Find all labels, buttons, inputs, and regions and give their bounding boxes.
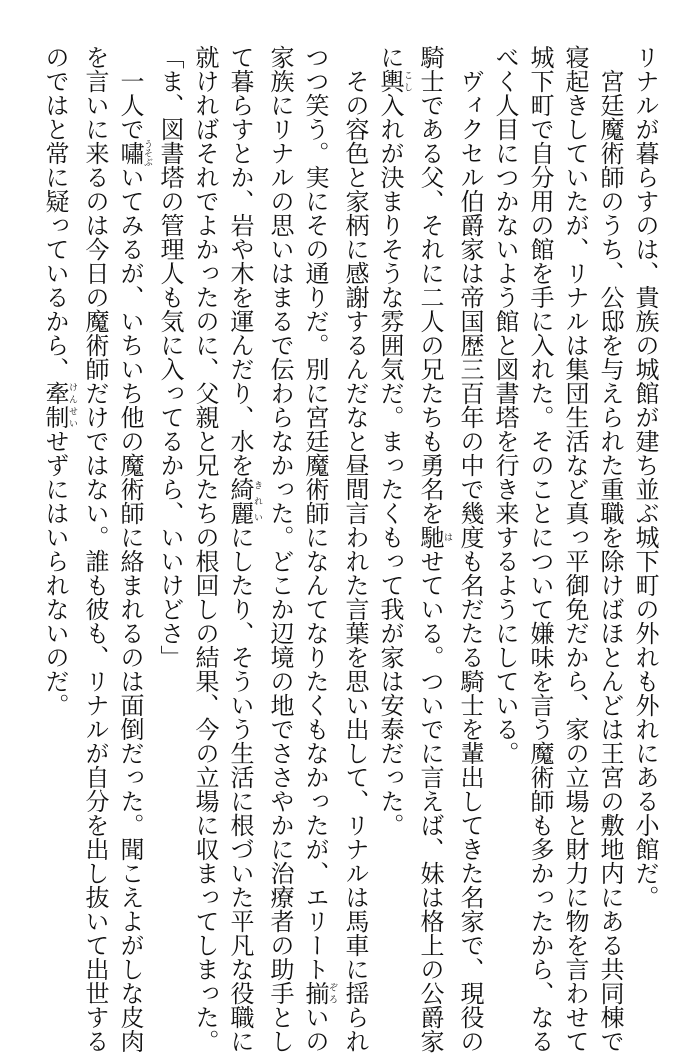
ruby-reading: は bbox=[442, 525, 452, 549]
text-segment: いの bbox=[301, 1005, 329, 1053]
text-segment: のではと常に疑っているから、 bbox=[41, 45, 69, 381]
text-line bbox=[187, 45, 222, 1053]
text-line bbox=[372, 45, 412, 975]
text-line bbox=[337, 45, 372, 1053]
ruby-annotation bbox=[301, 981, 337, 1005]
ruby-base: 輿 bbox=[376, 69, 404, 93]
text-line bbox=[297, 45, 337, 1053]
ruby-reading: うそぶ bbox=[142, 139, 152, 167]
text-segment: て暮らすとか、岩や木を運んだり、水を bbox=[226, 45, 254, 477]
ruby-reading: こし bbox=[402, 69, 412, 93]
ruby-base: 嘯 bbox=[116, 139, 144, 167]
text-segment: に bbox=[376, 45, 404, 69]
text-segment: 寝起きしていたが、リナルは集団生活など真っ平御免だから、家の立場と財力に物を言わせて bbox=[561, 45, 589, 1053]
paragraph bbox=[627, 45, 662, 975]
text-segment: 騎士である父、それに二人の兄たちも勇名を bbox=[416, 45, 444, 525]
ruby-reading: きれい bbox=[252, 477, 262, 525]
text-segment: 一人で bbox=[116, 45, 144, 141]
text-segment: にしたり、そういう生活に根づいた平凡な役職に bbox=[226, 525, 254, 1053]
text-segment: 「ま、図書塔の管理人も気に入ってるから、いいけどさ」 bbox=[156, 45, 184, 669]
ruby-base: 綺麗 bbox=[226, 477, 254, 525]
ruby-base: 馳 bbox=[416, 525, 444, 549]
text-segment: いてみるが、いちいち他の魔術師に絡まれるのは面倒だった。聞こえよがしな皮肉 bbox=[116, 165, 144, 1053]
text-line bbox=[452, 45, 487, 1053]
ruby-reading: ぞろ bbox=[327, 981, 337, 1005]
ruby-base: 牽制 bbox=[41, 381, 69, 429]
paragraph bbox=[487, 45, 627, 1053]
ruby-annotation bbox=[116, 139, 152, 167]
text-line bbox=[592, 45, 627, 1053]
text-segment: べく人目につかないよう館と図書塔を行き来するようにしている。 bbox=[491, 45, 519, 765]
text-line bbox=[77, 45, 112, 1053]
text-segment: 入れが決まりそうな雰囲気だ。まったくもって我が家は安泰だった。 bbox=[376, 93, 404, 837]
text-segment: ヴィクセル伯爵家は帝国歴三百年の中で幾度も名だたる騎士を輩出してきた名家で、現役の bbox=[456, 45, 484, 1053]
text-segment: 宮廷魔術師のうち、公邸を与えられた重職を除けばほとんどは王宮の敷地内にある共同棟で bbox=[596, 45, 624, 1053]
text-segment: 就ければそれでよかったのに、父親と兄たちの根回しの結果、今の立場に収まってしまった。 bbox=[191, 45, 219, 1053]
text-segment: せている。ついでに言えば、妹は格上の公爵家 bbox=[416, 549, 444, 1053]
paragraph bbox=[37, 45, 152, 1053]
text-line bbox=[222, 45, 262, 1053]
text-line bbox=[627, 45, 662, 975]
text-segment: を言いに来るのは今日の魔術師だけではない。誰も彼も、リナルが自分を出し抜いて出世する bbox=[81, 45, 109, 1053]
ruby-base: 揃 bbox=[301, 981, 329, 1005]
text-segment: つつ笑う。実にその通りだ。別に宮廷魔術師になんてなりたくもなかったが、エリート bbox=[301, 45, 329, 981]
ruby-annotation bbox=[416, 525, 452, 549]
text-line bbox=[262, 45, 297, 1053]
text-line bbox=[112, 45, 152, 1053]
ruby-annotation bbox=[226, 477, 262, 525]
paragraph bbox=[187, 45, 372, 1053]
ruby-reading: けんせい bbox=[67, 381, 77, 429]
text-line bbox=[152, 45, 187, 975]
ruby-annotation bbox=[376, 69, 412, 93]
paragraph bbox=[152, 45, 187, 975]
text-line bbox=[557, 45, 592, 1053]
text-line bbox=[487, 45, 522, 975]
ruby-annotation bbox=[41, 381, 77, 429]
text-line bbox=[522, 45, 557, 1053]
text-line bbox=[412, 45, 452, 1053]
text-line bbox=[37, 45, 77, 975]
text-segment: 家族にリナルの思いはまるで伝わらなかった。どこか辺境の地でささやかに治療者の助手とし bbox=[266, 45, 294, 1053]
text-segment: せずにはいられないのだ。 bbox=[41, 429, 69, 717]
text-segment: その容色と家柄に感謝するんだなと昼間言われた言葉を思い出して、リナルは馬車に揺られ bbox=[341, 45, 369, 1053]
text-segment: 城下町で自分用の館を手に入れた。そのことについて嫌味を言う魔術師も多かったから、なる bbox=[526, 45, 554, 1053]
paragraph bbox=[372, 45, 487, 1053]
novel-page bbox=[38, 45, 662, 1053]
text-segment: リナルが暮らすのは、貴族の城館が建ち並ぶ城下町の外れも外れにある小館だ。 bbox=[631, 45, 659, 909]
